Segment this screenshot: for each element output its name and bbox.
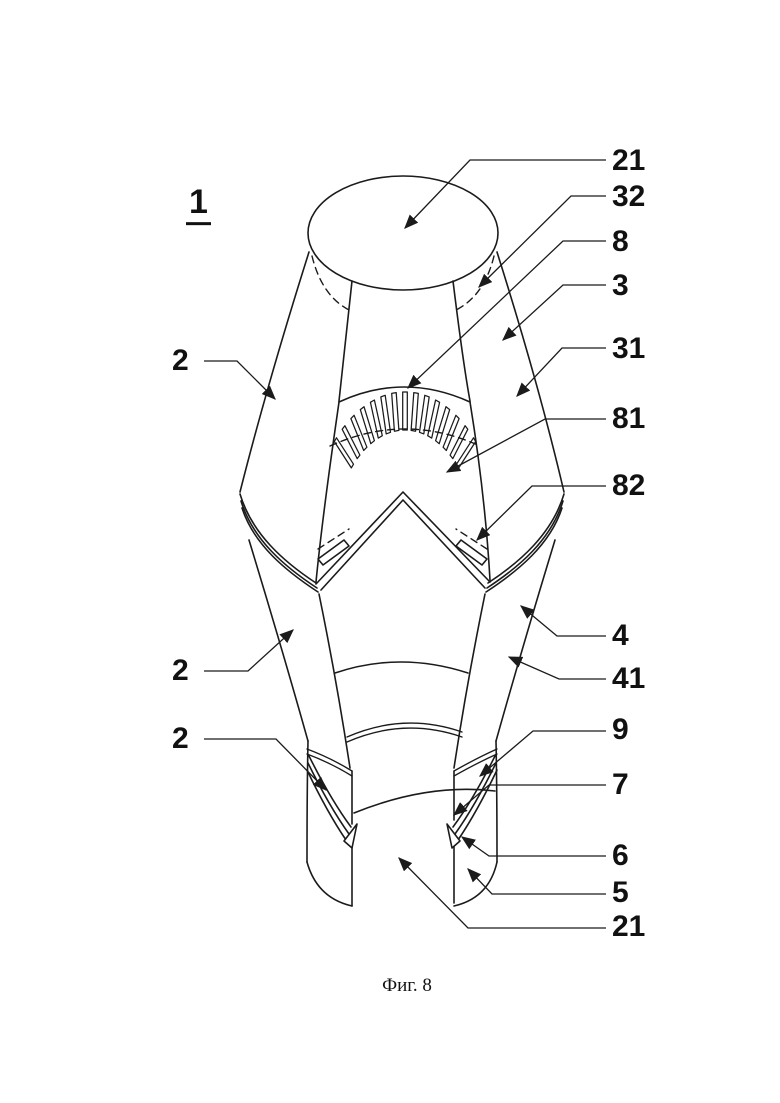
ref-label-9: 9: [612, 713, 629, 746]
louver-slot: [450, 426, 468, 459]
leader-31: [517, 348, 606, 396]
cylinder-right-wall: [496, 741, 497, 862]
lower-cone-right-inner: [454, 594, 485, 768]
top-opening-ellipse: [308, 176, 498, 290]
waist-band-right: [486, 494, 564, 592]
leader-6: [462, 837, 606, 856]
interior-arc: [354, 789, 495, 813]
slot-band-hidden-arc: [330, 429, 480, 446]
ref-label-32: 32: [612, 180, 646, 213]
part-number-label: 1: [186, 185, 211, 225]
leader-2-upper: [204, 361, 275, 399]
waist-band-left: [240, 494, 318, 592]
louver-slot: [411, 393, 418, 432]
upper-cone-right-edge: [497, 252, 564, 492]
v-notch-outer: [316, 492, 490, 584]
leader-41: [509, 657, 606, 679]
figure-caption: Фиг. 8: [382, 975, 432, 996]
cylinder-left-wall: [307, 741, 308, 862]
louver-slot: [334, 438, 353, 468]
ref-label-4: 4: [612, 619, 629, 652]
ref-label-8: 8: [612, 225, 629, 258]
leader-21-top: [405, 160, 606, 228]
leader-81: [447, 419, 606, 472]
ref-label-2-middle: 2: [172, 654, 189, 687]
ref-label-21-top: 21: [612, 144, 646, 177]
v-notch-inner: [321, 500, 485, 590]
louver-slot: [342, 426, 360, 459]
ref-label-31: 31: [612, 332, 646, 365]
leader-3: [503, 285, 606, 340]
upper-cone-left-edge: [240, 252, 309, 492]
louver-slot: [443, 415, 459, 450]
bottom-edge-left: [307, 862, 352, 906]
ref-label-6: 6: [612, 839, 629, 872]
ref-label-7: 7: [612, 768, 629, 801]
louver-slot: [381, 395, 391, 434]
lower-cone-left-inner: [319, 594, 350, 768]
louver-slot: [351, 415, 367, 450]
leader-82: [477, 486, 606, 540]
ref-label-2-lower: 2: [172, 722, 189, 755]
ref-label-5: 5: [612, 876, 629, 909]
ref-label-82: 82: [612, 469, 646, 502]
collar-band-left: [307, 756, 351, 840]
slot-band-top-arc: [339, 387, 470, 402]
leader-2-middle: [204, 630, 293, 671]
leader-9: [480, 731, 606, 776]
hidden-rim-right: [454, 256, 494, 311]
side-slot-left: [318, 540, 349, 565]
louver-slot: [420, 395, 430, 434]
inner-pipe-top-arc: [335, 662, 468, 673]
ref-label-41: 41: [612, 662, 646, 695]
louver-slot: [392, 393, 399, 432]
louver-slot: [403, 392, 408, 430]
hidden-rim-left: [312, 256, 351, 311]
ref-label-3: 3: [612, 269, 629, 302]
ref-label-81: 81: [612, 402, 646, 435]
leader-8: [408, 241, 606, 388]
ref-label-2-upper: 2: [172, 344, 189, 377]
ref-label-21-bottom: 21: [612, 910, 646, 943]
leader-21-bottom: [399, 858, 606, 928]
slot-fan: [334, 392, 475, 468]
bottom-edge-right: [454, 862, 497, 906]
